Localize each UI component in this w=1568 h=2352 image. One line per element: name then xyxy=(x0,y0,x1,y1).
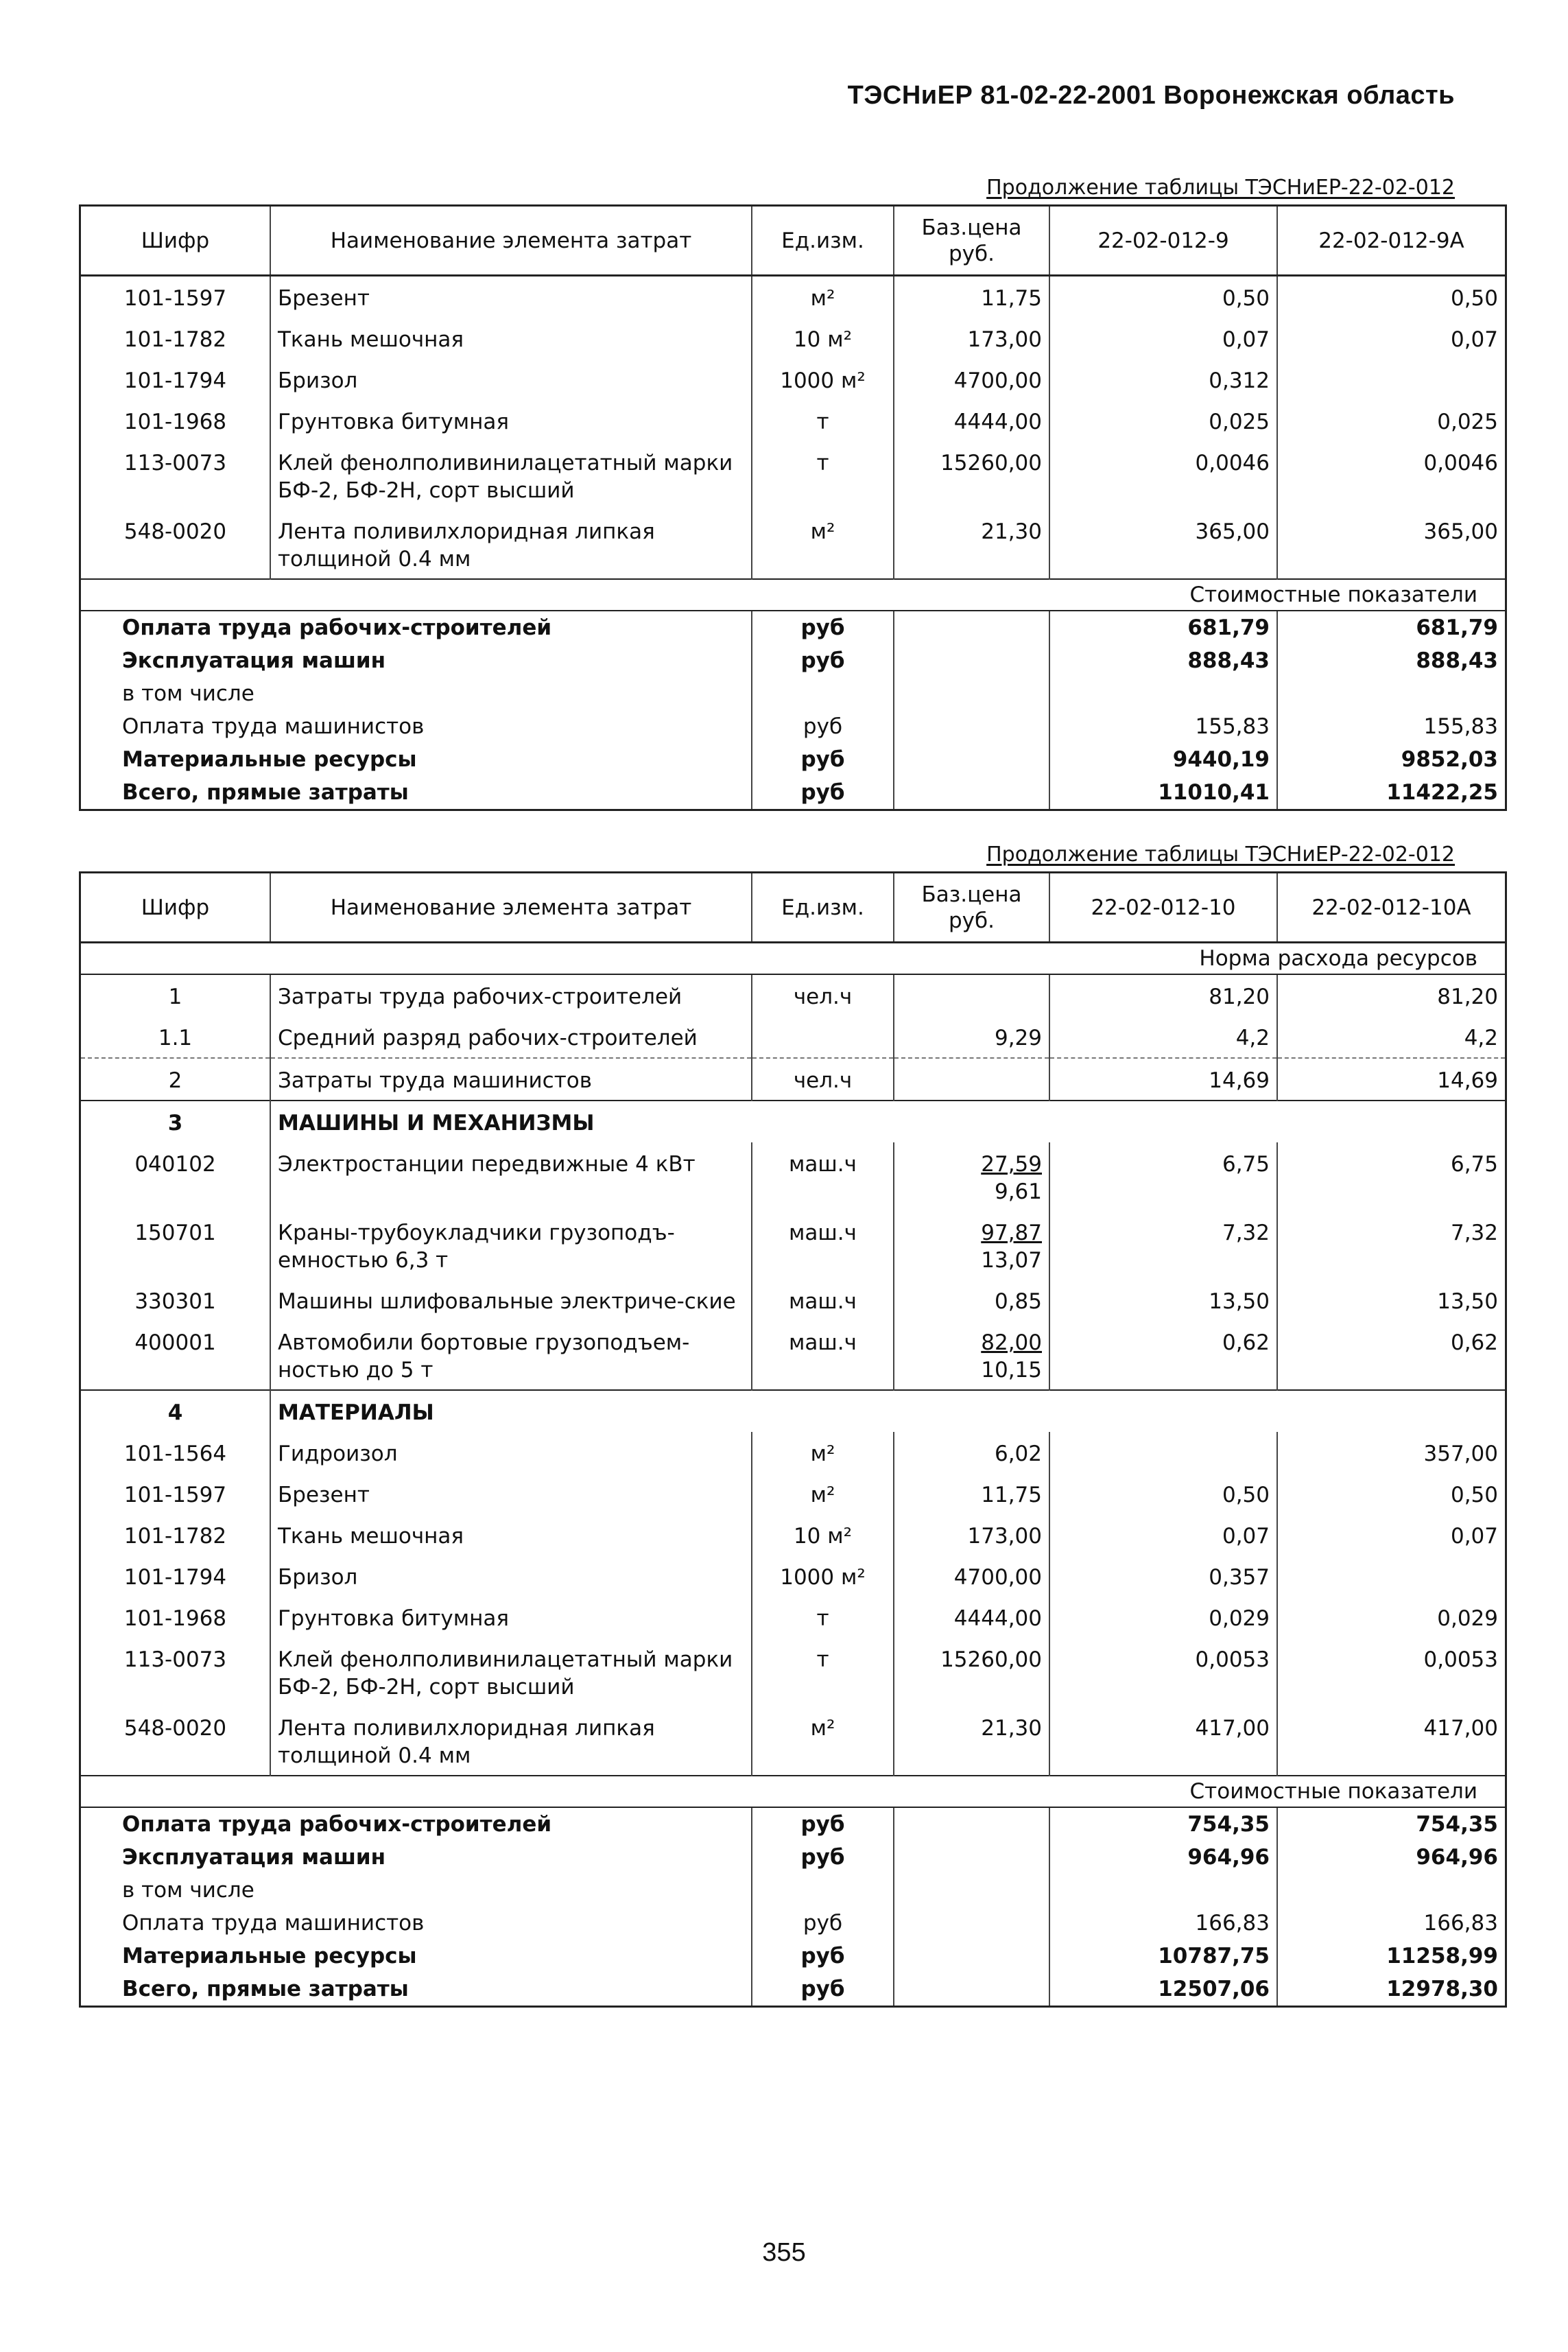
value-col2: 0,029 xyxy=(1437,1606,1498,1631)
table2-machines xyxy=(80,1142,1506,1390)
summary-label: Оплата труда машинистов xyxy=(80,710,752,743)
summary-row xyxy=(80,611,1506,644)
resource-name: Машины шлифовальные электриче-ские xyxy=(270,1280,752,1321)
section-code: 3 xyxy=(80,1101,271,1142)
resource-name: Ткань мешочная xyxy=(270,1514,752,1555)
summary-label: в том числе xyxy=(80,677,752,710)
table-row xyxy=(80,1016,1506,1058)
summary-value-col2 xyxy=(1277,677,1506,710)
summary-row xyxy=(80,677,1506,710)
value-col1: 0,357 xyxy=(1049,1555,1277,1597)
resource-name: Грунтовка битумная xyxy=(270,1597,752,1638)
col-header-name: Наименование элемента затрат xyxy=(270,873,752,943)
col-header-price: Баз.цена руб. xyxy=(894,206,1049,276)
table-row xyxy=(80,441,1506,510)
table1-body xyxy=(80,276,1506,580)
price-primary: 82,00 xyxy=(981,1330,1042,1355)
resource-code: 101-1794 xyxy=(80,1555,271,1597)
value-col1: 6,75 xyxy=(1049,1142,1277,1211)
value-col1: 0,0046 xyxy=(1049,441,1277,510)
resource-price: 4444,00 xyxy=(894,400,1049,441)
price-secondary: 9,61 xyxy=(994,1179,1042,1204)
summary-value-col1: 9440,19 xyxy=(1049,743,1277,776)
table1 xyxy=(79,204,1507,811)
col-header-code: Шифр xyxy=(80,873,271,943)
resource-code: 101-1597 xyxy=(80,1473,271,1514)
summary-unit: руб xyxy=(752,1940,894,1973)
table2-caption: Продолжение таблицы ТЭСНиЕР-22-02-012 xyxy=(986,843,1455,867)
col-header-unit: Ед.изм. xyxy=(752,206,894,276)
summary-value-col1: 681,79 xyxy=(1049,611,1277,644)
table-row xyxy=(80,359,1506,400)
summary-unit: руб xyxy=(752,776,894,810)
summary-price xyxy=(894,743,1049,776)
table-row xyxy=(80,400,1506,441)
resource-unit: чел.ч xyxy=(752,974,894,1016)
resource-price xyxy=(894,1211,1049,1280)
resource-price: 15260,00 xyxy=(894,1638,1049,1706)
summary-row xyxy=(80,743,1506,776)
summary-unit: руб xyxy=(752,1973,894,2007)
value-col2: 4,2 xyxy=(1464,1026,1498,1050)
summary-value-col2: 964,96 xyxy=(1416,1845,1498,1870)
resource-price: 4700,00 xyxy=(894,359,1049,400)
resource-code: 113-0073 xyxy=(80,1638,271,1706)
value-col2: 0,62 xyxy=(1450,1330,1498,1355)
value-col2 xyxy=(1277,359,1506,400)
resource-unit: маш.ч xyxy=(752,1321,894,1390)
summary-price xyxy=(894,611,1049,644)
price-primary: 0,85 xyxy=(994,1289,1042,1314)
value-col2 xyxy=(1277,1555,1506,1597)
resource-price: 173,00 xyxy=(894,1514,1049,1555)
summary-value-col2: 11422,25 xyxy=(1386,780,1498,805)
summary-row xyxy=(80,1907,1506,1940)
summary-value-col2: 754,35 xyxy=(1416,1812,1498,1837)
table2-labor xyxy=(80,974,1506,1101)
value-col2: 0,50 xyxy=(1450,286,1498,311)
summary-value-col1: 166,83 xyxy=(1049,1907,1277,1940)
value-col1: 0,07 xyxy=(1049,1514,1277,1555)
summary-value-col2: 9852,03 xyxy=(1401,747,1498,772)
resource-unit: маш.ч xyxy=(752,1211,894,1280)
resource-price xyxy=(894,1142,1049,1211)
summary-label: Материальные ресурсы xyxy=(80,743,752,776)
resource-price: 11,75 xyxy=(894,1473,1049,1514)
summary-label: Всего, прямые затраты xyxy=(80,1973,752,2007)
resource-name: Грунтовка битумная xyxy=(270,400,752,441)
norm-band: Норма расхода ресурсов xyxy=(80,943,1506,975)
section-code: 4 xyxy=(80,1390,271,1432)
resource-unit: м² xyxy=(752,1432,894,1473)
resource-unit: 10 м² xyxy=(752,318,894,359)
table-row xyxy=(80,1211,1506,1280)
table-row xyxy=(80,1514,1506,1555)
value-col2: 0,0046 xyxy=(1423,451,1498,475)
resource-code: 1 xyxy=(80,974,271,1016)
summary-label: Оплата труда рабочих-строителей xyxy=(80,1807,752,1841)
col-header-v1: 22-02-012-10 xyxy=(1049,873,1277,943)
resource-unit: чел.ч xyxy=(752,1058,894,1101)
resource-name: Брезент xyxy=(270,1473,752,1514)
value-col2: 14,69 xyxy=(1277,1058,1506,1101)
resource-name: Клей фенолполивинилацетатный марки БФ-2, БФ-2Н, сорт высший xyxy=(270,441,752,510)
summary-price xyxy=(894,677,1049,710)
col-header-price: Баз.цена руб. xyxy=(894,873,1049,943)
value-col2: 0,50 xyxy=(1450,1483,1498,1507)
col-header-v2: 22-02-012-10А xyxy=(1277,873,1506,943)
summary-unit xyxy=(752,677,894,710)
resource-name: Краны-трубоукладчики грузоподъ-емностью 6,3 т xyxy=(270,1211,752,1280)
summary-value-col2 xyxy=(1277,1874,1506,1907)
value-col1: 417,00 xyxy=(1049,1706,1277,1776)
resource-price xyxy=(894,974,1049,1016)
resource-name: Брезент xyxy=(270,276,752,318)
resource-name: Лента поливилхлоридная липкая толщиной 0.4 мм xyxy=(270,510,752,579)
resource-code: 548-0020 xyxy=(80,510,271,579)
resource-name: Автомобили бортовые грузоподъем-ностью до 5 т xyxy=(270,1321,752,1390)
resource-name: Ткань мешочная xyxy=(270,318,752,359)
resource-code: 548-0020 xyxy=(80,1706,271,1776)
resource-name: Бризол xyxy=(270,1555,752,1597)
table-row xyxy=(80,1058,1506,1101)
summary-label: Эксплуатация машин xyxy=(80,1841,752,1874)
col-header-code: Шифр xyxy=(80,206,271,276)
resource-unit: 1000 м² xyxy=(752,1555,894,1597)
summary-unit: руб xyxy=(752,611,894,644)
summary-value-col1: 12507,06 xyxy=(1049,1973,1277,2007)
cost-band: Стоимостные показатели xyxy=(80,579,1506,611)
resource-price: 15260,00 xyxy=(894,441,1049,510)
table-row xyxy=(80,1280,1506,1321)
summary-price xyxy=(894,1807,1049,1841)
summary-price xyxy=(894,1841,1049,1874)
value-col2: 365,00 xyxy=(1423,519,1498,544)
summary-value-col1: 155,83 xyxy=(1049,710,1277,743)
summary-label: Эксплуатация машин xyxy=(80,644,752,677)
price-secondary: 10,15 xyxy=(981,1358,1042,1383)
summary-label: в том числе xyxy=(80,1874,752,1907)
value-col2: 13,50 xyxy=(1437,1289,1498,1314)
value-col2: 0,025 xyxy=(1437,410,1498,434)
summary-price xyxy=(894,644,1049,677)
summary-unit: руб xyxy=(752,743,894,776)
summary-label: Оплата труда машинистов xyxy=(80,1907,752,1940)
summary-row xyxy=(80,1807,1506,1841)
summary-value-col1: 964,96 xyxy=(1049,1841,1277,1874)
resource-name: Лента поливилхлоридная липкая толщиной 0.4 мм xyxy=(270,1706,752,1776)
summary-value-col1 xyxy=(1049,1874,1277,1907)
table-row xyxy=(80,1638,1506,1706)
value-col1: 4,2 xyxy=(1049,1016,1277,1058)
value-col1: 0,62 xyxy=(1049,1321,1277,1390)
value-col2: 6,75 xyxy=(1450,1152,1498,1177)
resource-name: Электростанции передвижные 4 кВт xyxy=(270,1142,752,1211)
value-col1 xyxy=(1049,1432,1277,1473)
summary-row xyxy=(80,1874,1506,1907)
value-col2: 0,07 xyxy=(1450,1524,1498,1549)
summary-row xyxy=(80,1841,1506,1874)
resource-code: 040102 xyxy=(80,1142,271,1211)
resource-price xyxy=(894,1321,1049,1390)
summary-unit xyxy=(752,1874,894,1907)
table-row xyxy=(80,1142,1506,1211)
table2 xyxy=(79,871,1507,2008)
value-col1: 0,0053 xyxy=(1049,1638,1277,1706)
resource-price: 4700,00 xyxy=(894,1555,1049,1597)
price-primary: 97,87 xyxy=(981,1221,1042,1245)
table-row xyxy=(80,1706,1506,1776)
resource-code: 101-1782 xyxy=(80,1514,271,1555)
resource-code: 150701 xyxy=(80,1211,271,1280)
resource-price: 21,30 xyxy=(894,1706,1049,1776)
summary-value-col1: 754,35 xyxy=(1049,1807,1277,1841)
col-header-v1: 22-02-012-9 xyxy=(1049,206,1277,276)
resource-unit: т xyxy=(752,1638,894,1706)
price-secondary: 13,07 xyxy=(981,1248,1042,1273)
table1-caption: Продолжение таблицы ТЭСНиЕР-22-02-012 xyxy=(986,176,1455,200)
value-col2: 81,20 xyxy=(1437,985,1498,1009)
table-row xyxy=(80,1432,1506,1473)
resource-price: 9,29 xyxy=(894,1016,1049,1058)
resource-name: Затраты труда рабочих-строителей xyxy=(270,974,752,1016)
price-primary: 27,59 xyxy=(981,1152,1042,1177)
table-row xyxy=(80,1597,1506,1638)
resource-name: Клей фенолполивинилацетатный марки БФ-2, БФ-2Н, сорт высший xyxy=(270,1638,752,1706)
resource-code: 2 xyxy=(80,1058,271,1101)
summary-value-col2: 12978,30 xyxy=(1386,1977,1498,2001)
table-row xyxy=(80,974,1506,1016)
resource-name: Средний разряд рабочих-строителей xyxy=(270,1016,752,1058)
summary-label: Оплата труда рабочих-строителей xyxy=(80,611,752,644)
resource-unit: м² xyxy=(752,510,894,579)
summary-price xyxy=(894,1874,1049,1907)
value-col1: 0,025 xyxy=(1049,400,1277,441)
table-row xyxy=(80,1555,1506,1597)
table2-summary xyxy=(80,1807,1506,2007)
resource-code: 101-1564 xyxy=(80,1432,271,1473)
summary-row xyxy=(80,644,1506,677)
resource-name: Бризол xyxy=(270,359,752,400)
summary-unit: руб xyxy=(752,644,894,677)
resource-price: 173,00 xyxy=(894,318,1049,359)
table-row xyxy=(80,318,1506,359)
summary-row xyxy=(80,1940,1506,1973)
value-col2: 7,32 xyxy=(1450,1221,1498,1245)
resource-unit: т xyxy=(752,441,894,510)
section-title-materials: МАТЕРИАЛЫ xyxy=(270,1390,1506,1432)
resource-unit: м² xyxy=(752,276,894,318)
resource-unit: 1000 м² xyxy=(752,359,894,400)
table1-summary xyxy=(80,611,1506,810)
summary-row xyxy=(80,710,1506,743)
resource-price xyxy=(894,1058,1049,1101)
value-col2: 0,0053 xyxy=(1423,1647,1498,1672)
summary-unit: руб xyxy=(752,1841,894,1874)
resource-price: 6,02 xyxy=(894,1432,1049,1473)
value-col1: 13,50 xyxy=(1049,1280,1277,1321)
value-col2: 417,00 xyxy=(1423,1716,1498,1741)
value-col1: 81,20 xyxy=(1049,974,1277,1016)
resource-code: 101-1794 xyxy=(80,359,271,400)
resource-code: 330301 xyxy=(80,1280,271,1321)
summary-unit: руб xyxy=(752,1807,894,1841)
value-col2: 357,00 xyxy=(1423,1442,1498,1466)
resource-code: 1.1 xyxy=(80,1016,271,1058)
summary-unit: руб xyxy=(752,710,894,743)
resource-unit: маш.ч xyxy=(752,1142,894,1211)
summary-value-col2: 166,83 xyxy=(1423,1911,1498,1936)
resource-unit xyxy=(752,1016,894,1058)
resource-code: 113-0073 xyxy=(80,441,271,510)
section-title-machines: МАШИНЫ И МЕХАНИЗМЫ xyxy=(270,1101,1506,1142)
summary-price xyxy=(894,1940,1049,1973)
resource-unit: т xyxy=(752,1597,894,1638)
summary-price xyxy=(894,1973,1049,2007)
resource-code: 400001 xyxy=(80,1321,271,1390)
summary-value-col2: 681,79 xyxy=(1416,615,1498,640)
page-header: ТЭСНиЕР 81-02-22-2001 Воронежская область xyxy=(847,81,1455,110)
resource-code: 101-1968 xyxy=(80,400,271,441)
summary-label: Всего, прямые затраты xyxy=(80,776,752,810)
resource-name: Гидроизол xyxy=(270,1432,752,1473)
resource-code: 101-1968 xyxy=(80,1597,271,1638)
resource-code: 101-1597 xyxy=(80,276,271,318)
summary-value-col1: 11010,41 xyxy=(1049,776,1277,810)
summary-value-col1 xyxy=(1049,677,1277,710)
col-header-name: Наименование элемента затрат xyxy=(270,206,752,276)
summary-value-col2: 11258,99 xyxy=(1386,1944,1498,1968)
value-col1: 0,312 xyxy=(1049,359,1277,400)
summary-price xyxy=(894,1907,1049,1940)
col-header-unit: Ед.изм. xyxy=(752,873,894,943)
summary-value-col2: 888,43 xyxy=(1416,648,1498,673)
summary-price xyxy=(894,776,1049,810)
resource-unit: 10 м² xyxy=(752,1514,894,1555)
resource-code: 101-1782 xyxy=(80,318,271,359)
resource-name: Затраты труда машинистов xyxy=(270,1058,752,1101)
value-col1: 365,00 xyxy=(1049,510,1277,579)
value-col1: 0,029 xyxy=(1049,1597,1277,1638)
value-col1: 7,32 xyxy=(1049,1211,1277,1280)
summary-row xyxy=(80,1973,1506,2007)
summary-price xyxy=(894,710,1049,743)
value-col1: 14,69 xyxy=(1049,1058,1277,1101)
resource-price: 4444,00 xyxy=(894,1597,1049,1638)
summary-row xyxy=(80,776,1506,810)
table-row xyxy=(80,1473,1506,1514)
col-header-v2: 22-02-012-9А xyxy=(1277,206,1506,276)
table-row xyxy=(80,276,1506,318)
cost-band: Стоимостные показатели xyxy=(80,1776,1506,1807)
summary-value-col2: 155,83 xyxy=(1423,714,1498,739)
value-col1: 0,07 xyxy=(1049,318,1277,359)
resource-price: 11,75 xyxy=(894,276,1049,318)
resource-unit: м² xyxy=(752,1473,894,1514)
summary-unit: руб xyxy=(752,1907,894,1940)
value-col2: 0,07 xyxy=(1450,327,1498,352)
resource-unit: м² xyxy=(752,1706,894,1776)
resource-price xyxy=(894,1280,1049,1321)
summary-value-col1: 10787,75 xyxy=(1049,1940,1277,1973)
table-row xyxy=(80,1321,1506,1390)
summary-value-col1: 888,43 xyxy=(1049,644,1277,677)
value-col1: 0,50 xyxy=(1049,1473,1277,1514)
page-number: 355 xyxy=(762,2238,806,2267)
resource-unit: маш.ч xyxy=(752,1280,894,1321)
value-col1: 0,50 xyxy=(1049,276,1277,318)
summary-label: Материальные ресурсы xyxy=(80,1940,752,1973)
table2-materials xyxy=(80,1432,1506,1776)
resource-unit: т xyxy=(752,400,894,441)
table-row xyxy=(80,510,1506,579)
resource-price: 21,30 xyxy=(894,510,1049,579)
